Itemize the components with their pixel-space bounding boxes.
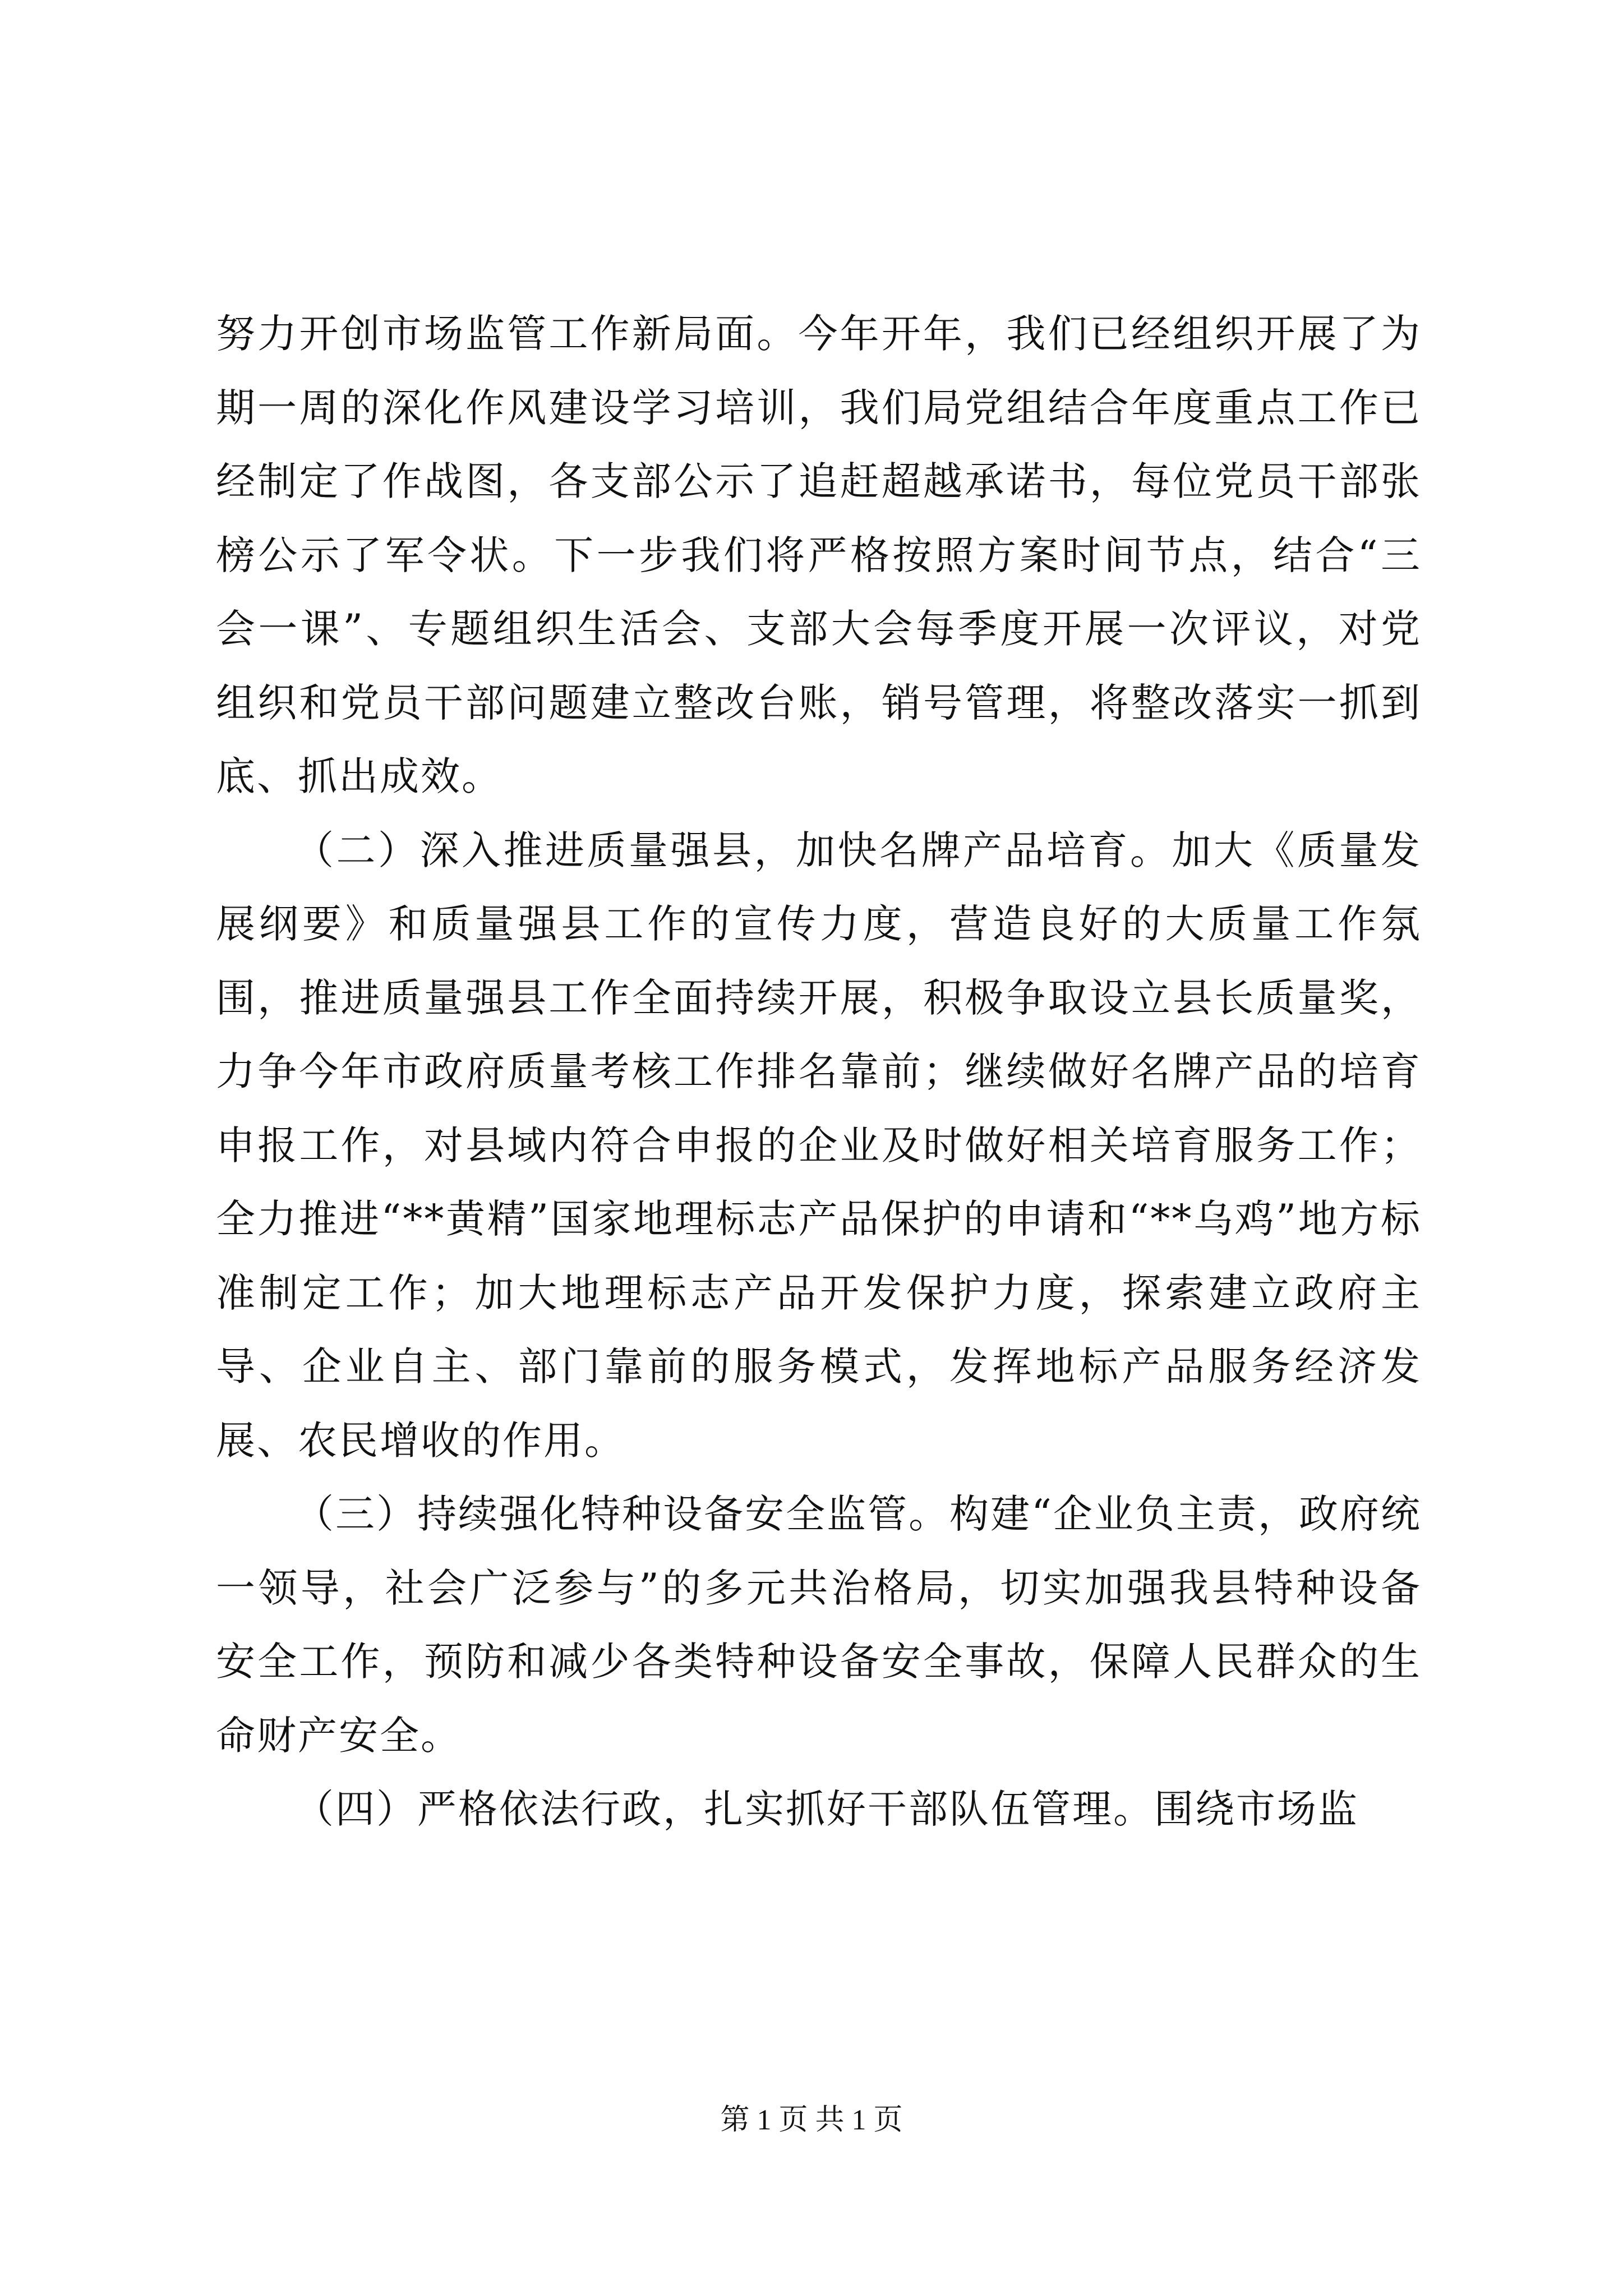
paragraph-4: （四）严格依法行政，扎实抓好干部队伍管理。围绕市场监: [294, 1786, 1359, 1832]
paragraph-2: （二）深入推进质量强县，加快名牌产品培育。加大《质量发展纲要》和质量强县工作的宣传力度，营造良好的大质量工作氛围，推进质量强县工作全面持续开展，积极争取设立县长质量奖，力争今年市政府质量考核工作排名靠前；继续做好名牌产品的培育申报工作，对县域内符合申报的企业及时做好相关培育服务工作；全力推进“**黄精”国家地理标志产品保护的申请和“**乌鸡”地方标准制定工作；加大地理标志产品开发保护力度，探索建立政府主导、企业自主、部门靠前的服务模式，发挥地标产品服务经济发展、农民增收的作用。: [216, 827, 1422, 1464]
page-footer: 第 1 页 共 1 页: [720, 2104, 903, 2136]
paragraph-3: （三）持续强化特种设备安全监管。构建“企业负主责，政府统一领导，社会广泛参与”的多元共治格局，切实加强我县特种设备安全工作，预防和减少各类特种设备安全事故，保障人民群众的生命财产安全。: [216, 1491, 1422, 1759]
document-body: [216, 297, 1422, 1847]
paragraph-1: 努力开创市场监管工作新局面。今年开年，我们已经组织开展了为期一周的深化作风建设学习培训，我们局党组结合年度重点工作已经制定了作战图，各支部公示了追赶超越承诺书，每位党员干部张榜公示了军令状。下一步我们将严格按照方案时间节点，结合“三会一课”、专题组织生活会、支部大会每季度开展一次评议，对党组织和党员干部问题建立整改台账，销号管理，将整改落实一抓到底、抓出成效。: [216, 311, 1422, 799]
